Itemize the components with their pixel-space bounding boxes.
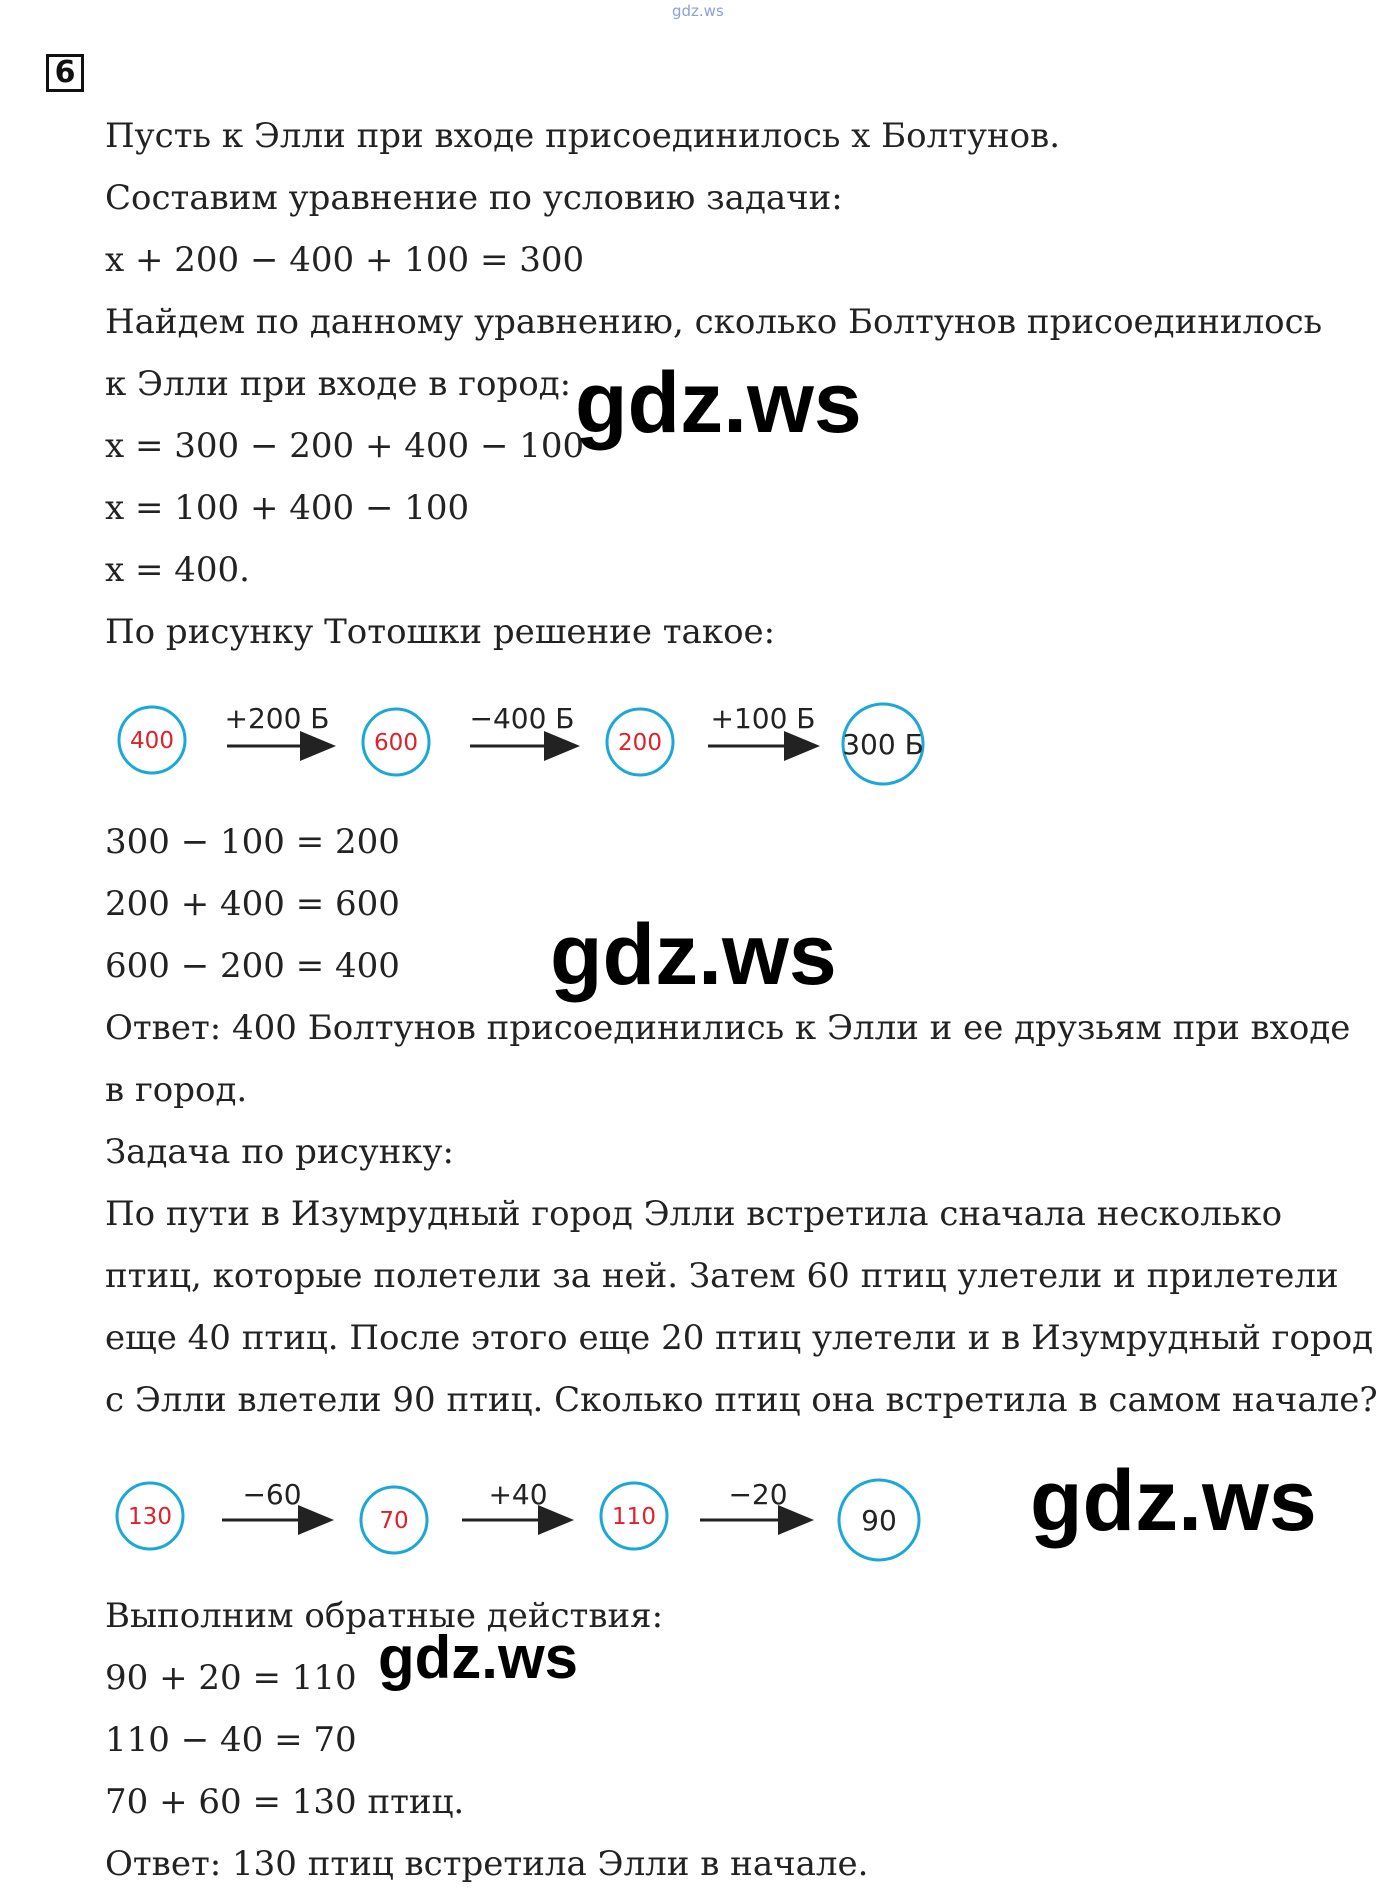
circle-value: 600 <box>374 730 418 756</box>
circle-value: 90 <box>861 1504 897 1537</box>
answer-line: Ответ: 130 птиц встретила Элли в начале. <box>105 1844 869 1884</box>
text-line: Найдем по данному уравнению, сколько Болтунов присоединилось <box>105 302 1323 342</box>
text-line: к Элли при входе в город: <box>105 364 572 404</box>
answer-line: Ответ: 400 Болтунов присоединились к Элли и ее друзьям при входе <box>105 1008 1351 1048</box>
top-watermark: gdz.ws <box>672 2 724 20</box>
text-line: По рисунку Тотошки решение такое: <box>105 612 776 652</box>
operation-label: −400 Б <box>469 702 575 735</box>
text-line: Составим уравнение по условию задачи: <box>105 178 843 218</box>
text-line: еще 40 птиц. После этого еще 20 птиц улетели и в Изумрудный город <box>105 1318 1374 1358</box>
text-line: По пути в Изумрудный город Элли встретила сначала несколько <box>105 1194 1283 1234</box>
equation-line: 90 + 20 = 110 <box>105 1658 357 1698</box>
operation-label: −20 <box>728 1478 788 1511</box>
watermark: gdz.ws <box>575 355 862 451</box>
text-line: Пусть к Элли при входе присоединилось x Болтунов. <box>105 116 1061 156</box>
answer-line: в город. <box>105 1070 248 1110</box>
equation-line: 70 + 60 = 130 птиц. <box>105 1782 465 1822</box>
text-line: Выполним обратные действия: <box>105 1596 664 1636</box>
equation-line: x + 200 − 400 + 100 = 300 <box>105 240 585 280</box>
operation-label: +100 Б <box>710 702 816 735</box>
circle-value: 300 Б <box>842 728 924 761</box>
watermark: gdz.ws <box>1030 1453 1317 1549</box>
circle-value: 200 <box>618 730 662 756</box>
equation-line: 200 + 400 = 600 <box>105 884 400 924</box>
circle-value: 110 <box>612 1504 656 1530</box>
operation-label: +200 Б <box>224 702 330 735</box>
circle-value: 130 <box>128 1504 172 1530</box>
circle-value: 70 <box>379 1508 409 1534</box>
equation-line: 110 − 40 = 70 <box>105 1720 357 1760</box>
diagram-tototshka <box>0 690 1400 800</box>
task-number-box: 6 <box>46 54 84 92</box>
equation-line: x = 100 + 400 − 100 <box>105 488 470 528</box>
watermark: gdz.ws <box>550 907 837 1003</box>
circle-value: 400 <box>130 728 174 754</box>
text-line: Задача по рисунку: <box>105 1132 454 1172</box>
watermark: gdz.ws <box>378 1624 579 1691</box>
equation-line: x = 300 − 200 + 400 − 100 <box>105 426 585 466</box>
equation-line: 600 − 200 = 400 <box>105 946 400 986</box>
operation-label: +40 <box>488 1478 548 1511</box>
text-line: с Элли влетели 90 птиц. Сколько птиц она встретила в самом начале? <box>105 1380 1378 1420</box>
operation-label: −60 <box>242 1478 302 1511</box>
text-line: птиц, которые полетели за ней. Затем 60 птиц улетели и прилетели <box>105 1256 1339 1296</box>
equation-line: x = 400. <box>105 550 250 590</box>
equation-line: 300 − 100 = 200 <box>105 822 400 862</box>
